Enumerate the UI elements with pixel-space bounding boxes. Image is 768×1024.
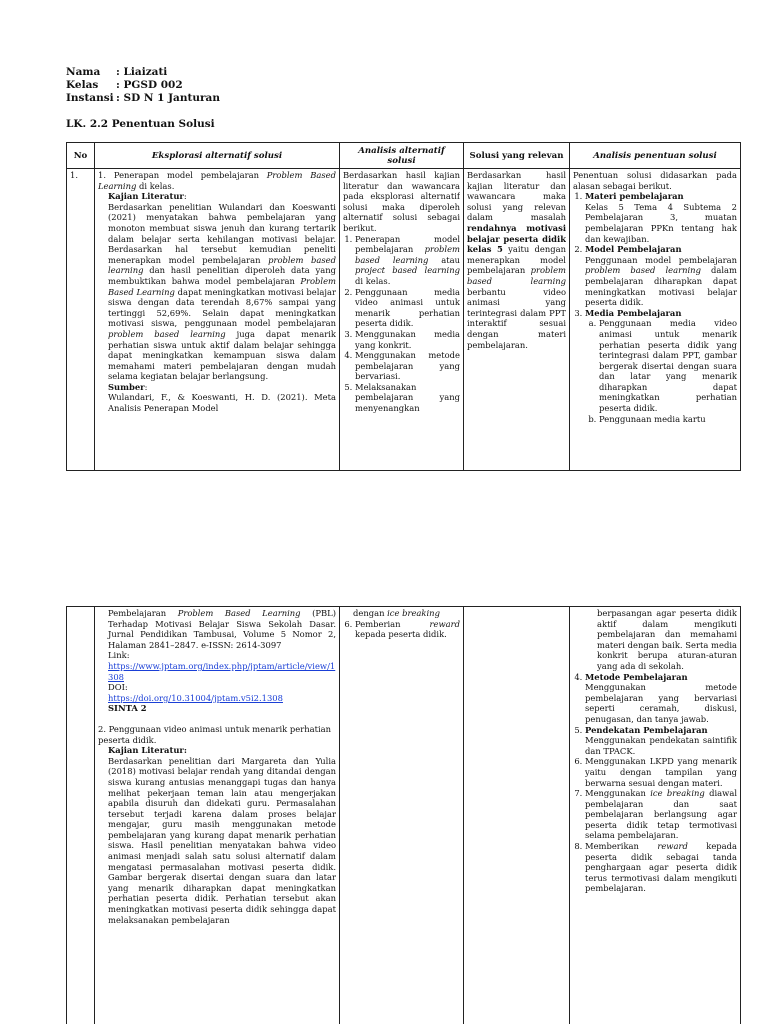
item-text: Penggunaan video animasi untuk menarik perhatian peserta didik.: [98, 723, 332, 745]
paragraph: dapat meningkatkan motivasi belajar siswa dengan data terendah 8,67% sampai yang tertinggi 52,69%. Selain dapat meningkatkan motivasi siswa, penggunaan model pembelajaran: [108, 286, 336, 329]
solution-table-page-1: [66, 142, 741, 471]
list-item: 1. Materi pembelajaran Kelas 5 Tema 4 Subtema 2 Pembelajaran 3, muatan pembelajaran PPKn tentang hak dan kewajiban.: [585, 191, 737, 244]
section-title: LK. 2.2 Penentuan Solusi: [66, 118, 215, 130]
link-label: Link:: [108, 650, 130, 661]
identity-header: [66, 66, 220, 105]
nama-label: Nama: [66, 66, 101, 78]
solusi-cell: [464, 169, 570, 471]
media-continuation: berpasangan agar peserta didik aktif dalam mengikuti pembelajaran dan memahami materi dengan baik. Serta media konkrit berupa aturan-aturan yang ada di sekolah.: [597, 608, 737, 671]
paragraph: juga dapat menarik perhatian siswa untuk aktif dalam belajar sehingga dapat meningkatkan kemampuan siswa dalam memahami materi pembelajaran dengan mudah selama kegiatan belajar berlangsung.: [108, 328, 336, 382]
item-text-italic: Problem Based Learning: [98, 170, 336, 191]
document-page-1: [0, 0, 768, 490]
instansi-row: [66, 92, 220, 105]
instansi-label: Instansi: [66, 92, 114, 104]
item-number: 2.: [98, 723, 106, 734]
reference-text: Pembelajaran: [108, 608, 178, 618]
list-item: 3. Menggunakan media yang konkrit.: [355, 329, 460, 350]
solusi-text: Berdasarkan hasil kajian literatur dan wawancara maka solusi yang relevan dalam masalah: [467, 170, 566, 223]
item-text: Penerapan model pembelajaran: [113, 170, 267, 180]
list-item: 8. Memberikan reward kepada peserta didik sebagai tanda penghargaan agar peserta didik terus termotivasi dalam mengikuti pembelajaran.: [585, 841, 737, 894]
media-sublist: [585, 318, 737, 424]
list-item: 7. Menggunakan ice breaking diawal pembelajaran dan saat pembelajaran berlangsung agar peserta didik tetap termotivasi selama pembelajaran.: [585, 788, 737, 841]
sinta-label: SINTA 2: [108, 703, 147, 714]
list-item: 6. Menggunakan LKPD yang menarik yaitu dengan tampilan yang berwarna sesuai dengan materi.: [585, 756, 737, 788]
nama-value: : Liaizati: [116, 66, 168, 78]
sumber-label: Sumber: [108, 381, 145, 392]
list-item: a. Penggunaan media video animasi untuk menarik perhatian peserta didik yang terintegrasi dalam PPT, gambar bergerak disertai dengan suara dan latar yang menarik diharapkan dapat meningkatkan perhatian peserta didik.: [599, 318, 737, 413]
row-number-empty: [67, 607, 95, 1024]
column-header-no: No: [67, 143, 95, 169]
article-link[interactable]: https://www.jptam.org/index.php/jptam/article/view/1308: [108, 660, 336, 682]
solusi-text: yaitu dengan menerapkan model pembelajaran: [467, 244, 566, 276]
analisis-cell: [340, 169, 464, 471]
doi-link[interactable]: https://doi.org/10.31004/jptam.v5i2.1308: [108, 692, 283, 703]
list-item: 1. Penerapan model pembelajaran problem based learning atau project based learning di kelas.: [355, 234, 460, 287]
kelas-row: [66, 79, 220, 92]
list-item: 6. Pemberian reward kepada peserta didik.: [355, 619, 460, 640]
reference-text: Wulandari, F., & Koeswanti, H. D. (2021). Meta Analisis Penerapan Model: [108, 392, 336, 414]
analisis-italic: ice breaking: [387, 608, 440, 618]
kajian-label: Kajian Literatur: [108, 191, 184, 202]
colon: :: [144, 381, 148, 392]
penentuan-cell: [570, 169, 741, 471]
solusi-text: berbantu video animasi yang terintegrasi dalam PPT interaktif sesuai dengan materi pembelajaran.: [467, 286, 566, 350]
solusi-bold: rendahnya motivasi belajar peserta didik kelas 5: [467, 222, 566, 255]
paragraph-italic: problem based learning: [108, 328, 226, 339]
reason-list: [573, 672, 737, 894]
table-row: [67, 607, 741, 1024]
doi-label: DOI:: [108, 682, 128, 693]
paragraph-italic: Problem Based Learning: [108, 275, 336, 297]
nama-row: [66, 66, 220, 79]
list-item: 2. Penggunaan media video animasi untuk menarik perhatian peserta didik.: [355, 287, 460, 329]
alternative-list: [343, 619, 460, 640]
kelas-label: Kelas: [66, 79, 99, 91]
reference-italic: Problem Based Learning: [177, 608, 301, 618]
item-number: 1.: [98, 170, 106, 180]
analisis-intro: Berdasarkan hasil kajian literatur dan wawancara pada eksplorasi alternatif solusi maka diperoleh alternatif solusi sebagai berikut.: [343, 170, 460, 233]
penentuan-cell: [570, 607, 741, 1024]
list-item: b. Penggunaan media kartu: [599, 414, 737, 425]
paragraph: Berdasarkan penelitian Wulandari dan Koeswanti (2021) menyatakan bahwa pembelajaran yang monoton membuat siswa jenuh dan kurang tertarik dalam belajar serta kehilangan motivasi belajar. Berdasarkan hal tersebut kemudian peneliti menerapkan model pembelajaran: [108, 201, 336, 265]
solusi-italic: problem based learning: [467, 265, 566, 286]
table-header-row: [67, 143, 741, 169]
kelas-value: : PGSD 002: [116, 79, 183, 91]
column-header-analisis: Analisis alternatif solusi: [340, 143, 464, 169]
list-item: 2. Model Pembelajaran Penggunaan model pembelajaran problem based learning dalam pembelajaran diharapkan dapat meningkatkan motivasi belajar peserta didik.: [585, 244, 737, 308]
analisis-text: dengan: [353, 608, 388, 618]
list-item: 5. Pendekatan Pembelajaran Menggunakan pendekatan saintifik dan TPACK.: [585, 725, 737, 757]
column-header-solusi: Solusi yang relevan: [464, 143, 570, 169]
list-item: 4. Menggunakan metode pembelajaran yang bervariasi.: [355, 350, 460, 382]
solution-table-page-2: [66, 606, 741, 1024]
document-page-2: [0, 490, 768, 1024]
instansi-value: : SD N 1 Janturan: [116, 92, 220, 104]
paragraph: Berdasarkan penelitian dari Margareta dan Yulia (2018) motivasi belajar rendah yang ditandai dengan siswa kurang antusias menanggapi tugas dan hanya melihat pekerjaan teman lain atau mengerjakan apabila disuruh dan didekati guru. Permasalahan tersebut terjadi karena dalam proses belajar mengajar, guru masih menggunakan metode pembelajaran yang kurang dapat menarik perhatian siswa. Hasil penelitian menyatakan bahwa video animasi menjadi salah satu solusi alternatif dalam mengatasi permasalahan motivasi peserta didik. Gambar bergerak disertai dengan suara dan latar yang menarik diharapkan dapat meningkatkan perhatian peserta didik. Perhatian tersebut akan meningkatkan motivasi peserta didik sehingga dapat melaksanakan pembelajaran: [108, 755, 336, 925]
reason-list: [573, 191, 737, 424]
eksplorasi-cell: [95, 607, 340, 1024]
column-header-eksplorasi: Eksplorasi alternatif solusi: [95, 143, 340, 169]
column-header-penentuan: Analisis penentuan solusi: [570, 143, 741, 169]
table-row: [67, 169, 741, 471]
paragraph: dan hasil penelitian diperoleh data yang membuktikan bahwa model pembelajaran: [108, 265, 336, 286]
list-item: 3. Media Pembelajaran a. Penggunaan media video animasi untuk menarik perhatian peserta didik yang terintegrasi dalam PPT, gambar bergerak disertai dengan suara dan latar yang menarik diharapkan dapat meningkatkan perhatian peserta didik. b. Penggunaan media kartu: [585, 308, 737, 425]
reference-text: (PBL) Terhadap Motivasi Belajar Siswa Sekolah Dasar. Jurnal Pendidikan Tambusai, Volume 5 Nomor 2, Halaman 2841–2847. e-ISSN: 2614-3097: [108, 608, 336, 650]
list-item: 4. Metode Pembelajaran Menggunakan metode pembelajaran yang bervariasi seperti ceramah, diskusi, penugasan, dan tanya jawab.: [585, 672, 737, 725]
solusi-cell-empty: [464, 607, 570, 1024]
row-number: 1.: [67, 169, 95, 471]
colon: :: [183, 191, 187, 202]
item-text: di kelas.: [136, 180, 175, 191]
penentuan-intro: Penentuan solusi didasarkan pada alasan sebagai berikut.: [573, 170, 737, 191]
list-item: 5. Melaksanakan pembelajaran yang menyenangkan: [355, 382, 460, 414]
analisis-cell: [340, 607, 464, 1024]
alternative-list: [343, 234, 460, 414]
paragraph-italic: problem based learning: [108, 254, 336, 276]
eksplorasi-cell: [95, 169, 340, 471]
kajian-label: Kajian Literatur:: [108, 745, 187, 756]
